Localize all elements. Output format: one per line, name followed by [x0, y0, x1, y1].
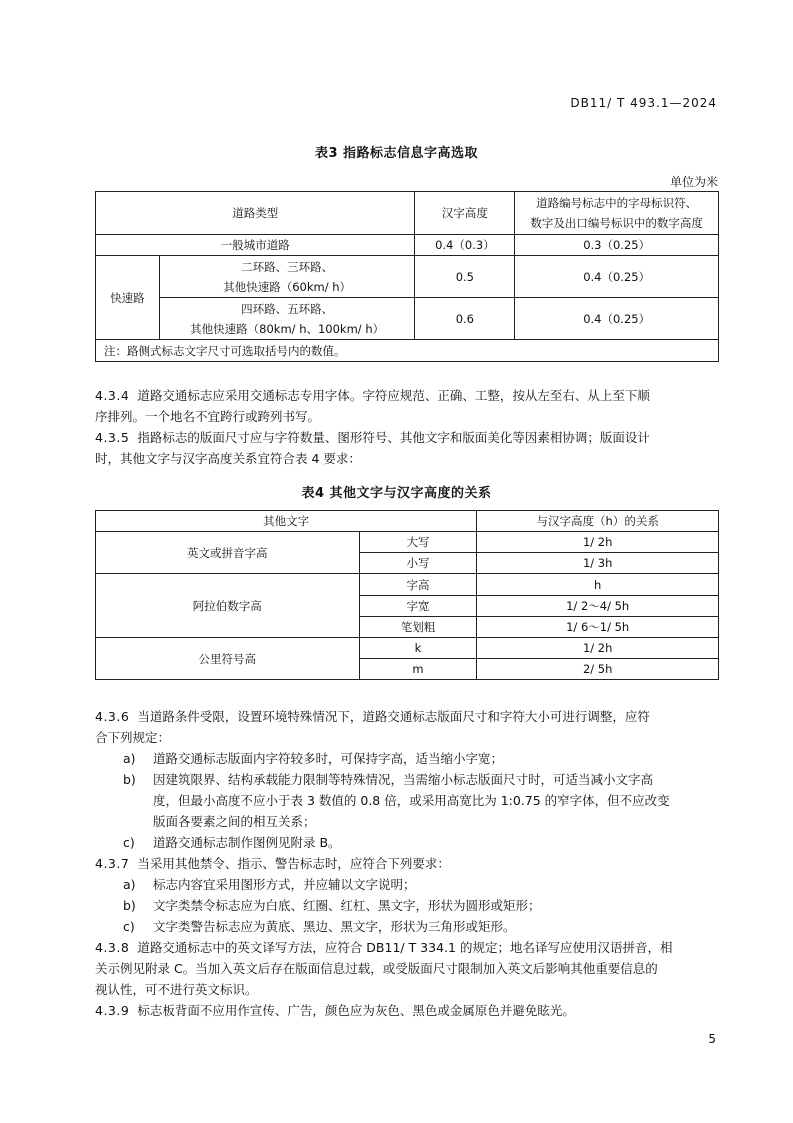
list-item-label: b) [123, 898, 136, 913]
list-item-continuation: 度，但最小高度不应小于表 3 数值的 0.8 倍，或采用高宽比为 1:0.75 的窄字体，但不应改变 [153, 793, 670, 808]
header-other-text: 其他文字 [96, 511, 477, 532]
clause-text: 指路标志的版面尺寸应与字符数量、图形符号、其他文字和版面美化等因素相协调；版面设计 [137, 430, 650, 445]
cell-ring2-3-number: 0.4（0.25） [515, 256, 719, 298]
table4 [95, 510, 719, 680]
table3-title: 表3 指路标志信息字高选取 [314, 146, 479, 161]
cell-sub: 小写 [359, 553, 477, 574]
cell-ring4-5-line2: 其他快速路（80km/ h、100km/ h） [190, 321, 385, 336]
cell-ring2-3-hanzi: 0.5 [415, 256, 515, 298]
table3-unit: 单位为米 [669, 175, 718, 189]
table-row [96, 256, 719, 298]
cell-value: 1/ 2h [477, 532, 719, 553]
table-row [96, 192, 719, 235]
cell-km-label: 公里符号高 [96, 638, 360, 680]
list-item-text: 文字类警告标志应为黄底、黑边、黑文字，形状为三角形或矩形。 [153, 919, 516, 934]
clause-4-3-8 [95, 937, 719, 1000]
clause-4-3-4 [95, 385, 719, 427]
clause-line [95, 853, 719, 874]
cell-sub: 字高 [359, 574, 477, 596]
cell-general-number: 0.3（0.25） [515, 235, 719, 256]
cell-sub: 字宽 [359, 596, 477, 617]
clause-number: 4.3.5 [95, 430, 130, 445]
table3 [95, 191, 719, 362]
cell-general-hanzi: 0.4（0.3） [415, 235, 515, 256]
clause-line: 视认性，可不进行英文标识。 [95, 982, 258, 997]
list-item [123, 748, 719, 769]
cell-expressway: 快速路 [96, 256, 160, 340]
list-item-continuation: 版面各要素之间的相互关系； [153, 814, 316, 829]
cell-value: 1/ 3h [477, 553, 719, 574]
clause-text: 道路交通标志中的英文译写方法，应符合 DB11/ T 334.1 的规定；地名译写应使用汉语拼音，相 [137, 940, 673, 955]
list-item [123, 874, 719, 895]
clause-line [95, 427, 719, 448]
list-item [123, 895, 719, 916]
list-item-label: c) [123, 919, 135, 934]
table-row [96, 340, 719, 362]
header-hanzi-height: 汉字高度 [415, 192, 515, 235]
clause-line [95, 706, 719, 727]
list-item-text: 文字类禁令标志应为白底、红圈、红杠、黑文字，形状为圆形或矩形； [153, 898, 541, 913]
clause-4-3-6 [95, 706, 719, 748]
header-number-height-line1: 道路编号标志中的字母标识符、 [536, 196, 698, 210]
list-item-label: b) [123, 772, 136, 787]
list-item-text: 道路交通标志制作图例见附录 B。 [153, 835, 341, 850]
page-number: 5 [708, 1032, 716, 1046]
cell-sub: 大写 [359, 532, 477, 553]
clause-text: 当道路条件受限，设置环境特殊情况下，道路交通标志版面尺寸和字符大小可进行调整，应符 [137, 709, 650, 724]
clause-number: 4.3.6 [95, 709, 130, 724]
cell-general-city-road: 一般城市道路 [96, 235, 415, 256]
cell-value: 2/ 5h [477, 659, 719, 680]
header-number-height [515, 192, 719, 235]
cell-sub: m [359, 659, 477, 680]
table3-note: 注：路侧式标志文字尺寸可选取括号内的数值。 [96, 340, 719, 362]
clause-line: 关示例见附录 C。当加入英文后存在版面信息过载，或受版面尺寸限制加入英文后影响其他重要信息的 [95, 961, 658, 976]
cell-ring2-3 [159, 256, 415, 298]
list-item-label: a) [123, 751, 136, 766]
list-item [123, 832, 719, 853]
cell-ring4-5 [159, 298, 415, 340]
header-road-type: 道路类型 [96, 192, 415, 235]
clause-number: 4.3.9 [95, 1003, 130, 1018]
clause-4-3-9 [95, 1000, 719, 1021]
clause-line [95, 385, 719, 406]
cell-value: 1/ 2～4/ 5h [477, 596, 719, 617]
cell-value: h [477, 574, 719, 596]
clause-4-3-7 [95, 853, 719, 874]
clause-line: 时，其他文字与汉字高度关系宜符合表 4 要求： [95, 451, 361, 466]
clause-number: 4.3.8 [95, 940, 130, 955]
list-item-label: a) [123, 877, 136, 892]
cell-ring4-5-line1: 四环路、五环路、 [241, 301, 334, 316]
table-row [96, 574, 719, 596]
clause-line: 序排列。一个地名不宜跨行或跨列书写。 [95, 409, 321, 424]
clause-line [95, 937, 719, 958]
cell-arabic-label: 阿拉伯数字高 [96, 574, 360, 638]
clause-number: 4.3.7 [95, 856, 130, 871]
list-item-text: 道路交通标志版面内字符较多时，可保持字高，适当缩小字宽； [153, 751, 504, 766]
table-row [96, 638, 719, 659]
cell-sub: 笔划粗 [359, 617, 477, 638]
clause-line [95, 1000, 719, 1021]
list-item [123, 916, 719, 937]
clause-text: 标志板背面不应用作宣传、广告，颜色应为灰色、黑色或金属原色并避免眩光。 [137, 1003, 575, 1018]
clause-text: 当采用其他禁令、指示、警告标志时，应符合下列要求： [137, 856, 450, 871]
cell-ring2-3-line2: 其他快速路（60km/ h） [223, 279, 352, 294]
table-row [96, 511, 719, 532]
list-item-label: c) [123, 835, 135, 850]
header-number-height-line2: 数字及出口编号标识中的数字高度 [530, 216, 703, 230]
cell-value: 1/ 6～1/ 5h [477, 617, 719, 638]
standard-number: DB11/ T 493.1—2024 [570, 96, 717, 110]
list-item-text: 因建筑限界、结构承载能力限制等特殊情况，当需缩小标志版面尺寸时，可适当减小文字高 [153, 772, 654, 787]
clause-text: 道路交通标志应采用交通标志专用字体。字符应规范、正确、工整，按从左至右、从上至下顺 [137, 388, 650, 403]
table4-title: 表4 其他文字与汉字高度的关系 [301, 486, 492, 501]
cell-value: 1/ 2h [477, 638, 719, 659]
table-row [96, 298, 719, 340]
list-item-text: 标志内容宜采用图形方式，并应辅以文字说明； [153, 877, 416, 892]
cell-ring4-5-hanzi: 0.6 [415, 298, 515, 340]
cell-ring2-3-line1: 二环路、三环路、 [241, 259, 334, 274]
cell-ring4-5-number: 0.4（0.25） [515, 298, 719, 340]
cell-sub: k [359, 638, 477, 659]
clause-number: 4.3.4 [95, 388, 130, 403]
clause-4-3-5 [95, 427, 719, 469]
list-item [123, 769, 719, 790]
table-row [96, 532, 719, 553]
header-relation: 与汉字高度（h）的关系 [477, 511, 719, 532]
table-row [96, 235, 719, 256]
cell-english-label: 英文或拼音字高 [96, 532, 360, 574]
clause-line: 合下列规定： [95, 730, 171, 745]
